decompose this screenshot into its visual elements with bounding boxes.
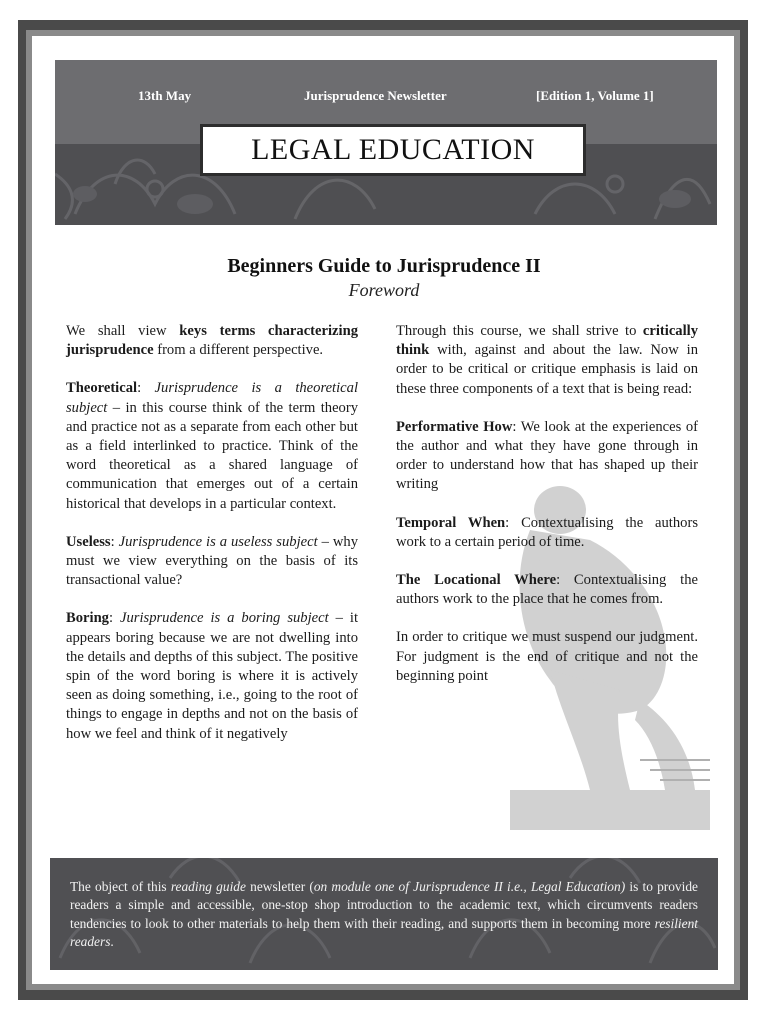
theoretical-paragraph	[66, 379, 358, 513]
footer-text-g: .	[110, 934, 114, 950]
intro-paragraph	[66, 322, 358, 360]
banner-title-box	[200, 124, 586, 176]
intro-text: We shall view	[66, 323, 180, 339]
critical-intro-end: with, against and about the law. Now in order to be critical or critique emphasis is laid on these three components of a text that is being read:	[396, 342, 698, 397]
footer-text-a: The object of this	[70, 879, 171, 894]
temporal-when-term: Temporal When	[396, 514, 506, 531]
footer-text-f: resilient readers	[70, 915, 698, 950]
footer-text-b: reading guide	[170, 879, 246, 894]
theoretical-term: Theoretical	[66, 380, 138, 397]
left-column	[66, 322, 358, 763]
boring-term: Boring	[66, 610, 109, 627]
boring-paragraph	[66, 609, 358, 743]
useless-paragraph	[66, 533, 358, 591]
theoretical-italic: Jurisprudence is a theoretical subject	[66, 380, 358, 416]
performative-how-term: Performative How	[396, 418, 513, 435]
footer-text-d: on module one of Jurisprudence II i.e., Legal Education)	[313, 879, 626, 894]
boring-sep: :	[108, 610, 121, 627]
footer-text-e: is to provide readers a simple and accessible, one-stop shop introduction to the academic text, which circumvents readers tendencies to look to other materials to help them with their reading, and supports them in becoming more	[70, 879, 698, 931]
article-title: Beginners Guide to Jurisprudence II	[227, 255, 541, 277]
right-column	[396, 322, 698, 705]
useless-body: – why must we view everything on the basis of its transactional value?	[66, 533, 359, 589]
performative-how-body: : We look at the experiences of the author and what they have gone through in order to understand how that has shaped up their writing	[396, 418, 698, 493]
critical-intro: Through this course, we shall strive to	[396, 323, 643, 339]
locational-where-term: The Locational Where	[396, 572, 557, 589]
newsletter-name: Jurisprudence Newsletter	[304, 88, 447, 103]
useless-sep: :	[110, 533, 119, 550]
how-paragraph	[396, 418, 698, 495]
useless-italic: Jurisprudence is a useless subject	[118, 533, 318, 550]
locational-where-body: : Contextualising the authors work to the place that he comes from.	[396, 572, 698, 608]
theoretical-sep: :	[137, 380, 155, 397]
theoretical-body: – in this course think of the term theory and practice not as a separate from each other but as a field interlinked to practice. Think of the word theoretical as a shared language of communication that emerges out of a certain historical that develops in a particular context.	[66, 399, 358, 512]
footer-text	[70, 878, 698, 952]
closing-paragraph: In order to critique we must suspend our judgment. For judgment is the end of critique and not the beginning point	[396, 629, 698, 684]
critically-think-bold: critically think	[396, 323, 698, 359]
key-terms-bold: keys terms characterizing jurisprudence	[66, 323, 358, 359]
banner-title: LEGAL EDUCATION	[203, 127, 583, 173]
critical-paragraph	[396, 322, 698, 399]
footer-banner	[50, 858, 718, 970]
when-paragraph	[396, 514, 698, 552]
boring-italic: Jurisprudence is a boring subject	[120, 610, 329, 627]
article-subtitle: Foreword	[348, 280, 420, 300]
where-paragraph	[396, 571, 698, 609]
edition-label: [Edition 1, Volume 1]	[536, 88, 654, 103]
boring-body: – it appears boring because we are not dwelling into the details and depths of this subject. The positive spin of the word boring is where it is actively seen as doing something, i.e., going to the root of things to engage in depths and not on the basis of how we feel and think of it negatively	[66, 610, 359, 742]
intro-text-end: from a different perspective.	[153, 342, 324, 359]
temporal-when-body: : Contextualising the authors work to a certain period of time.	[396, 514, 698, 550]
useless-term: Useless	[66, 533, 111, 550]
footer-text-c: newsletter (	[245, 879, 314, 894]
issue-date: 13th May	[138, 88, 192, 103]
